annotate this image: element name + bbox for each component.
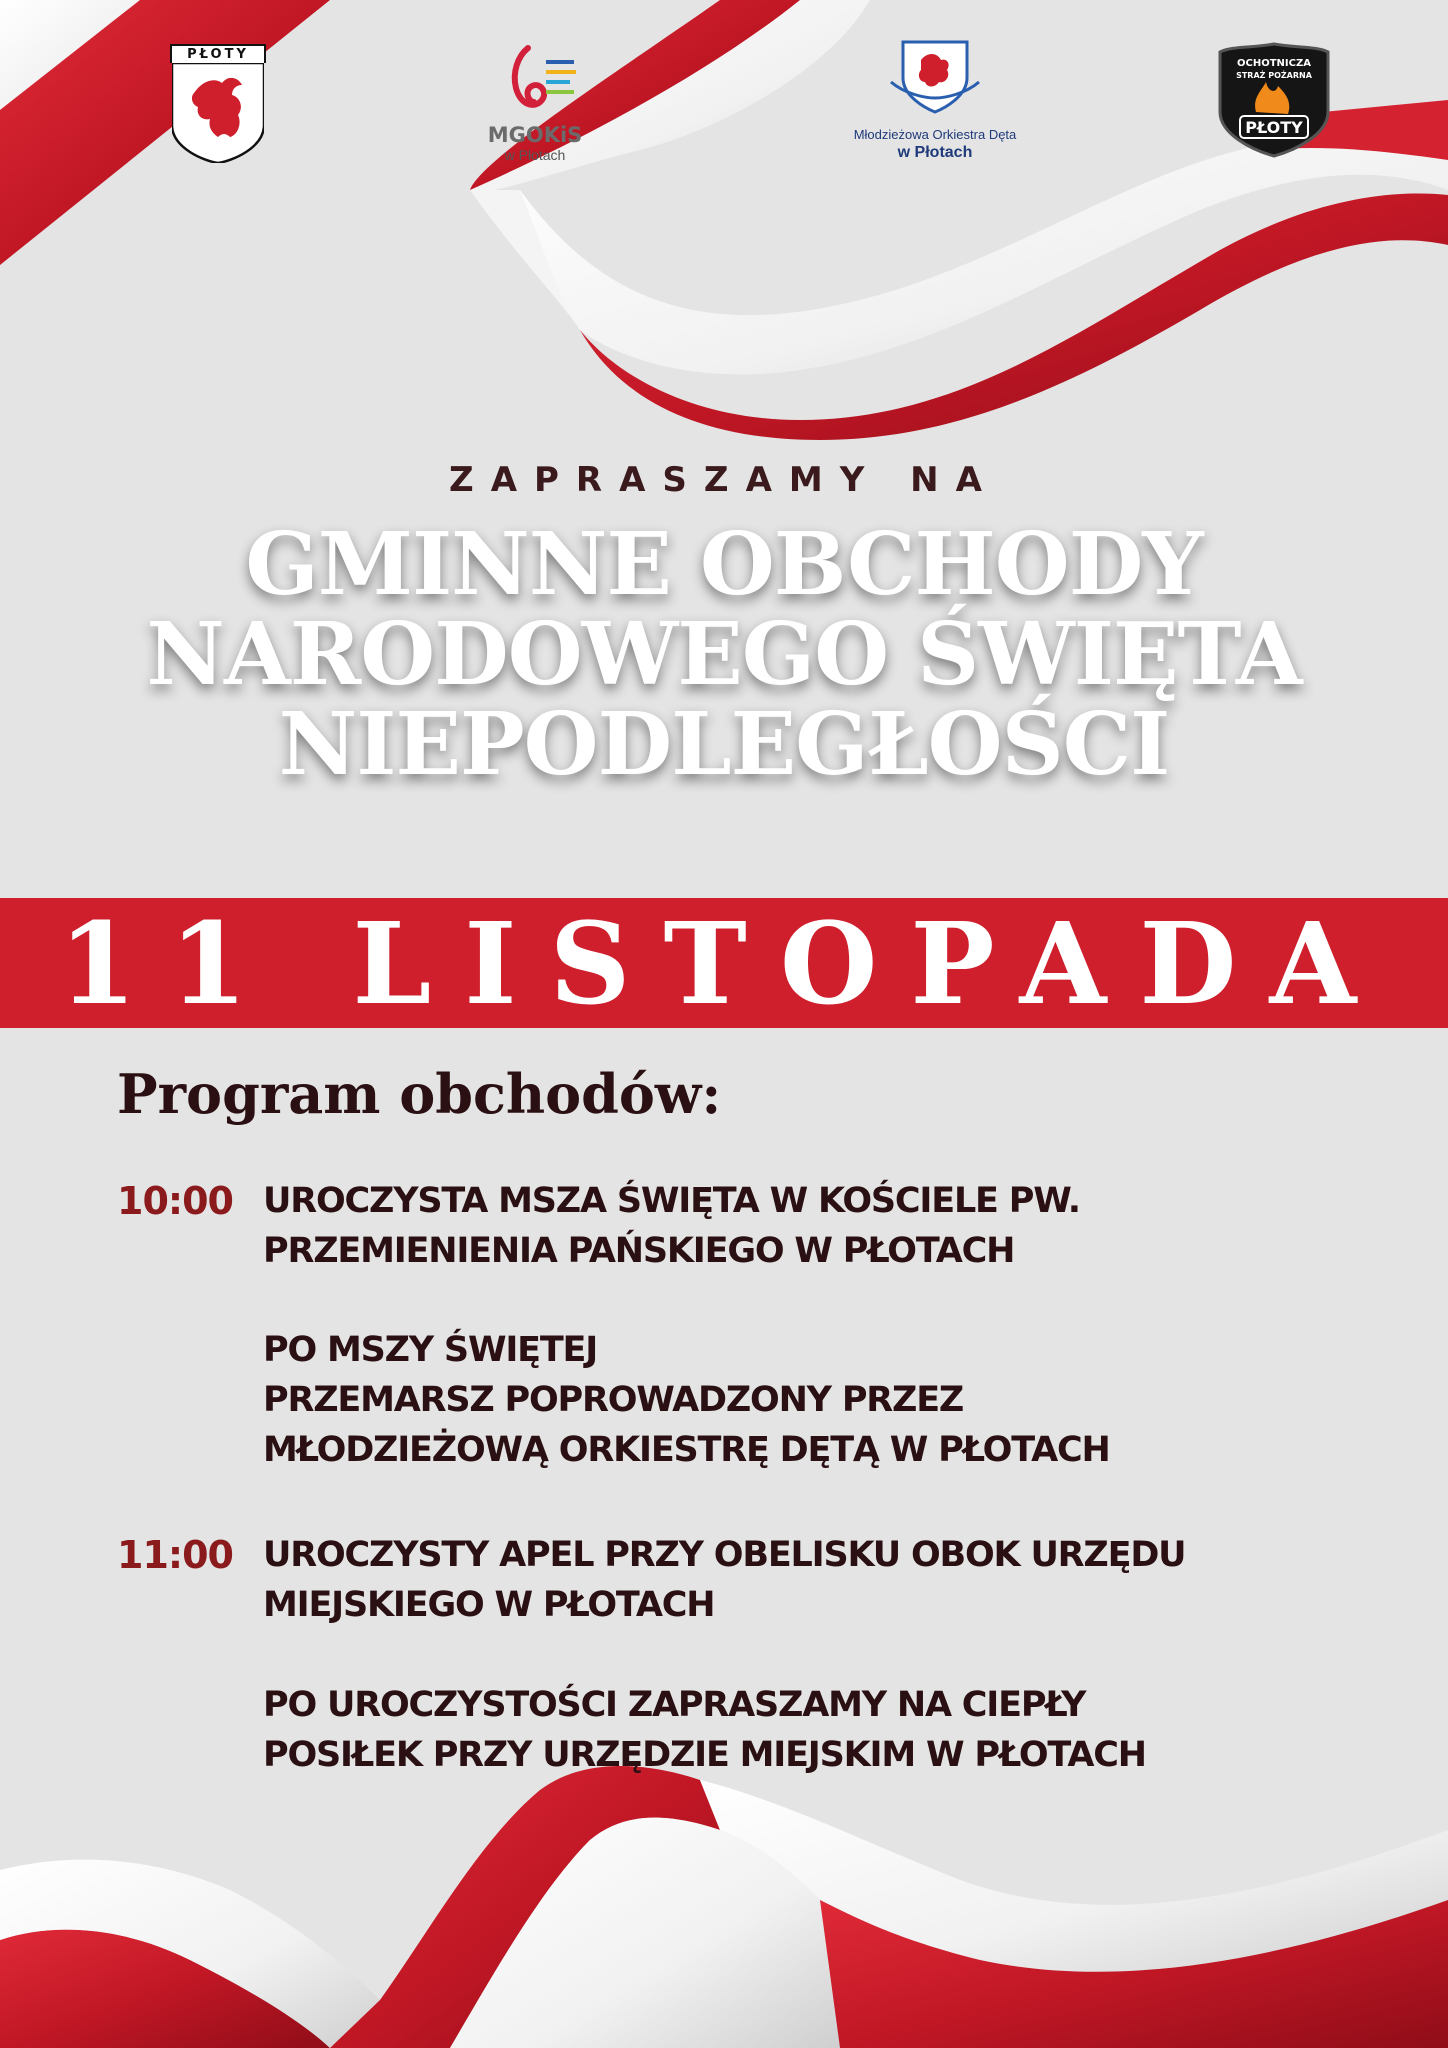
headline-line-2: NARODOWEGO ŚWIĘTA — [146, 604, 1302, 705]
event-1-line-1: UROCZYSTA MSZA ŚWIĘTA W KOŚCIELE PW. — [263, 1181, 1080, 1221]
program-title: Program obchodów: — [117, 1062, 722, 1126]
intro-text: ZAPRASZAMY NA — [449, 460, 999, 500]
event-2-line-3: MŁODZIEŻOWĄ ORKIESTRĘ DĘTĄ W PŁOTACH — [263, 1430, 1110, 1470]
event-headline — [0, 514, 1448, 795]
ploty-crest-label: PŁOTY — [170, 44, 266, 63]
event-1-line-2: PRZEMIENIENIA PAŃSKIEGO W PŁOTACH — [263, 1231, 1015, 1271]
event-3-line-2: MIEJSKIEGO W PŁOTACH — [263, 1585, 715, 1625]
mgokis-sub: w Płotach — [504, 147, 566, 163]
event-1-description — [263, 1176, 1080, 1276]
orchestra-name: Młodzieżowa Orkiestra Dęta — [853, 127, 1017, 142]
headline-line-3: NIEPODLEGŁOŚCI — [278, 694, 1170, 795]
ploty-crest-logo — [168, 44, 268, 168]
date-banner-text: 11 LISTOPADA — [58, 899, 1390, 1030]
event-3-line-1: UROCZYSTY APEL PRZY OBELISKU OBOK URZĘDU — [263, 1535, 1186, 1575]
osp-top-text: OCHOTNICZA — [1237, 58, 1311, 69]
mgokis-logo — [460, 42, 610, 163]
event-3-description — [263, 1530, 1185, 1630]
event-3-time: 11:00 — [117, 1533, 233, 1577]
event-4-line-2: POSIŁEK PRZY URZĘDZIE MIEJSKIM W PŁOTACH — [263, 1735, 1146, 1775]
orchestra-emblem-icon — [885, 38, 985, 114]
mgokis-name: MGOKiS — [487, 123, 583, 147]
orchestra-logo — [830, 38, 1040, 162]
event-2-description — [263, 1325, 1110, 1475]
orchestra-sub: w Płotach — [897, 144, 973, 161]
osp-mid-text: STRAŻ POŻARNA — [1236, 71, 1312, 80]
event-1-time: 10:00 — [117, 1179, 233, 1223]
headline-line-1: GMINNE OBCHODY — [245, 514, 1203, 615]
event-4-line-1: PO UROCZYSTOŚCI ZAPRASZAMY NA CIEPŁY — [263, 1685, 1086, 1725]
event-4-description — [263, 1680, 1146, 1780]
event-2-line-1: PO MSZY ŚWIĘTEJ — [263, 1330, 598, 1370]
mgokis-emblem-icon — [490, 42, 580, 122]
osp-town-text: PŁOTY — [1245, 118, 1303, 137]
fire-brigade-logo — [1216, 42, 1332, 163]
griffin-icon — [172, 63, 264, 163]
fire-brigade-badge-icon — [1216, 42, 1332, 158]
event-2-line-2: PRZEMARSZ POPROWADZONY PRZEZ — [263, 1380, 964, 1420]
